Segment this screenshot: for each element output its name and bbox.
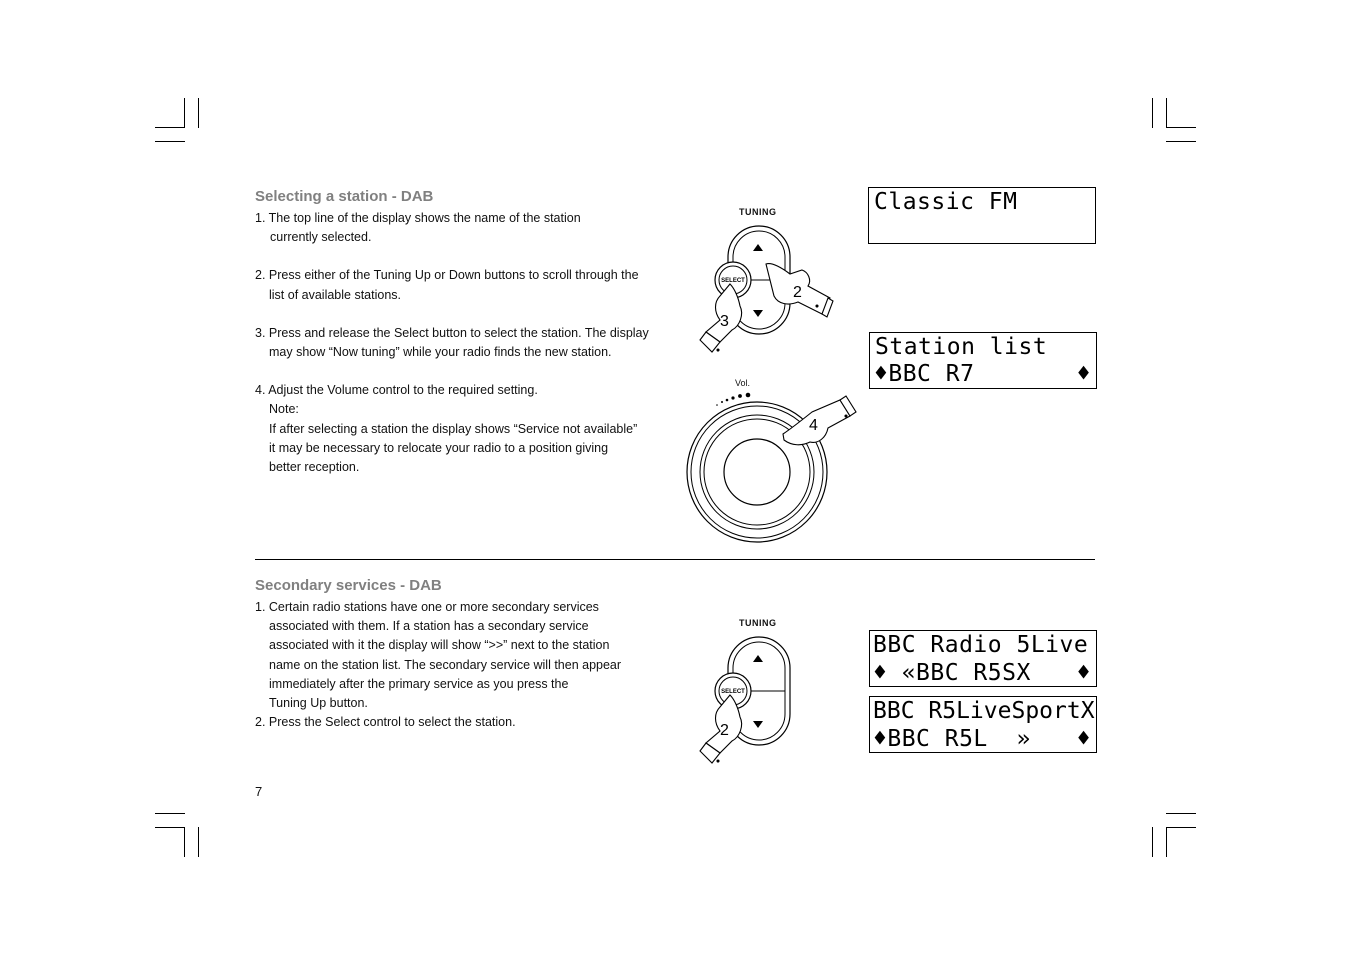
tuning-up-arrow-icon bbox=[753, 655, 763, 662]
lcd-display-station-list: Station list ♦BBC R7 ♦ bbox=[869, 332, 1097, 389]
step-2: 2. Press either of the Tuning Up or Down buttons to scroll through the list of available stations. bbox=[255, 268, 639, 302]
lcd-display-bbc-radio-5live: BBC Radio 5Live ♦ «BBC R5SX ♦ bbox=[869, 630, 1097, 687]
page-number: 7 bbox=[255, 784, 263, 799]
tuning-buttons-illustration bbox=[690, 633, 810, 773]
vol-label: Vol. bbox=[735, 378, 751, 388]
step-4: 4. Adjust the Volume control to the required setting. Note: If after selecting a station the display shows “Service not available” it may be necessary to relocate your radio to a position giving better reception. bbox=[255, 383, 638, 475]
step-2: 2. Press the Select control to select the station. bbox=[255, 715, 516, 730]
callout-4: 4 bbox=[809, 417, 818, 434]
scroll-arrow-icon: ♦ bbox=[1076, 361, 1091, 387]
step-1: 1. Certain radio stations have one or more secondary services associated with them. If a station has a secondary service associated with it the display will show “>>” next to the station name on the station list. The secondary service will then appear immediately after the primary service as you press the Tuning Up button. bbox=[255, 600, 622, 711]
pointing-hand-icon bbox=[783, 396, 856, 445]
callout-2: 2 bbox=[720, 722, 729, 739]
tuning-up-arrow-icon bbox=[753, 244, 763, 251]
lcd-display-bbc-r5livesportx: BBC R5LiveSportX ♦BBC R5L » ♦ bbox=[869, 696, 1097, 753]
section2-instructions bbox=[255, 598, 621, 732]
step-1: 1. The top line of the display shows the name of the station currently selected. bbox=[255, 211, 581, 245]
tuning-buttons-illustration bbox=[690, 222, 840, 362]
tuning-label: TUNING bbox=[739, 618, 777, 628]
callout-3: 3 bbox=[720, 313, 729, 330]
callout-2: 2 bbox=[793, 284, 802, 301]
select-label: SELECT bbox=[721, 278, 745, 284]
section-heading-secondary-services: Secondary services - DAB bbox=[255, 577, 442, 594]
tuning-down-arrow-icon bbox=[753, 310, 763, 317]
section-heading-selecting-station: Selecting a station - DAB bbox=[255, 188, 434, 205]
volume-knob-icon bbox=[680, 388, 880, 548]
scroll-arrow-icon: ♦ bbox=[1076, 660, 1091, 686]
section-divider bbox=[255, 559, 1095, 560]
lcd-display-classic-fm: Classic FM bbox=[868, 187, 1096, 244]
tuning-down-arrow-icon bbox=[753, 721, 763, 728]
step-3: 3. Press and release the Select button to select the station. The display may show “Now tuning” while your radio finds the new station. bbox=[255, 325, 649, 360]
select-label: SELECT bbox=[721, 689, 745, 695]
scroll-arrow-icon: ♦ bbox=[1076, 726, 1091, 752]
tuning-label: TUNING bbox=[739, 207, 777, 217]
section1-instructions bbox=[255, 209, 649, 477]
